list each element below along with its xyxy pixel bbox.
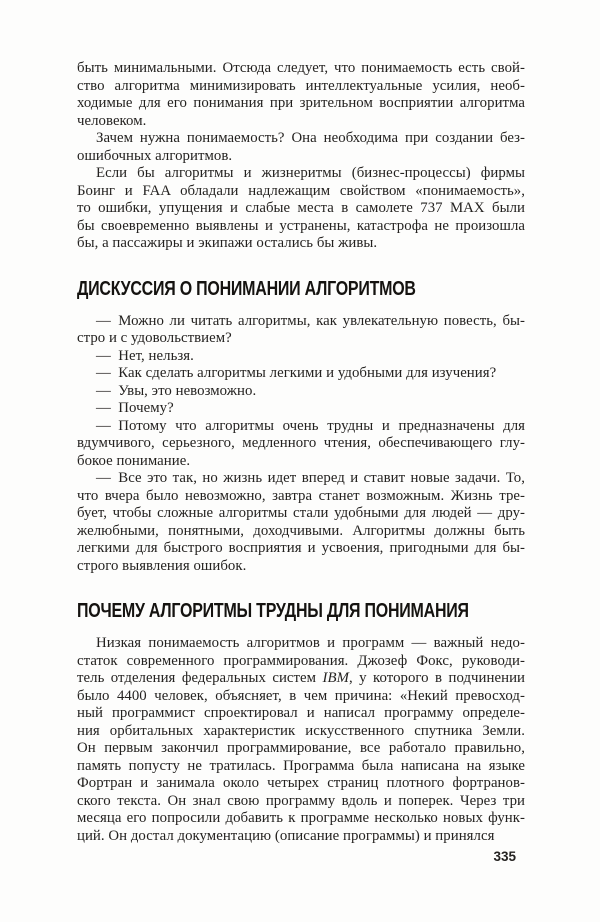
- text-line: память попусту не тратилась. Программа была написана на языке: [77, 757, 525, 774]
- text-line: — Все это так, но жизнь идет вперед и ставит новые задачи. То,: [96, 470, 525, 486]
- paragraph: [77, 165, 525, 253]
- paragraph: [77, 348, 525, 366]
- paragraph: [77, 470, 525, 575]
- text-line: вдумчивого, серьезного, медленного чтения, обеспечивающего глу-: [77, 435, 525, 451]
- text-line: бокое понимание.: [77, 452, 191, 469]
- text-line: Если бы алгоритмы и жизнеритмы (бизнес-процессы) фирмы: [96, 165, 525, 181]
- text-line: Фортран и занимала около четырех страниц плотного фортранов-: [77, 775, 525, 791]
- text-line: — Нет, нельзя.: [96, 347, 194, 364]
- text-line: то ошибки, упущения и слабые места в самолете 737 MAX были: [77, 200, 525, 216]
- text-line: статок современного программирования. Джозеф Фокс, руководи-: [77, 652, 525, 669]
- section-heading-text: ДИСКУССИЯ О ПОНИМАНИИ АЛГОРИТМОВ: [77, 276, 416, 300]
- section-heading: [77, 601, 525, 621]
- paragraph: [77, 635, 525, 845]
- text-line: ошибочных алгоритмов.: [77, 147, 233, 164]
- text-line: стро и с удовольствием?: [77, 330, 232, 346]
- section-heading: [77, 276, 525, 300]
- text-line: — Увы, это невозможно.: [96, 382, 257, 399]
- text-line: тель отделения федеральных систем IBM, у которого в подчинении: [77, 670, 526, 686]
- text-line: быть минимальными. Отсюда следует, что понимаемость есть свой-: [77, 60, 525, 76]
- text-line: легкими для быстрого восприятия и усвоения, пригодными для бы-: [77, 540, 525, 556]
- paragraph: [77, 418, 525, 471]
- text-line: Низкая понимаемость алгоритмов и программ — важный недо-: [96, 635, 525, 651]
- paragraph: [77, 60, 525, 130]
- text-line: ный программист спроектировал и написал программу определе-: [77, 705, 525, 721]
- paragraph: [77, 400, 525, 418]
- text-line: — Как сделать алгоритмы легкими и удобными для изучения?: [96, 365, 497, 381]
- text-line: ходимые для его понимания при зрительном восприятии алгоритма: [77, 95, 525, 111]
- page-number: 335: [493, 849, 516, 864]
- text-line: ций. Он достал документацию (описание программы) и принялся: [77, 827, 495, 844]
- paragraph: [77, 130, 525, 165]
- text-line: строго выявления ошибок.: [77, 557, 247, 574]
- text-line: желюбными, понятными, доходчивыми. Алгоритмы должны быть: [77, 522, 525, 539]
- text-line: бы, а пассажиры и экипажи остались бы живы.: [77, 235, 378, 251]
- italic-text: IBM: [322, 670, 349, 686]
- text-line: — Потому что алгоритмы очень трудны и предназначены для: [96, 417, 525, 434]
- text-line: Боинг и FAA обладали надлежащим свойством «понимаемость»,: [77, 182, 525, 199]
- text-line: было 4400 человек, объясняет, в чем причина: «Некий превосход-: [77, 687, 525, 704]
- text-line: ния орбитальных характеристик искусственного спутника Земли.: [77, 722, 525, 739]
- text-line: месяца его попросили добавить к программе несколько новых функ-: [77, 810, 525, 826]
- text-line: Он первым закончил программирование, все работало правильно,: [77, 740, 525, 756]
- text-line: бует, чтобы сложные алгоритмы стали удобными для людей — дру-: [77, 505, 525, 521]
- text-line: Зачем нужна понимаемость? Она необходима при создании без-: [96, 130, 525, 146]
- section-heading-text: ПОЧЕМУ АЛГОРИТМЫ ТРУДНЫ ДЛЯ ПОНИМАНИЯ: [77, 599, 469, 622]
- text-line: что вчера было невозможно, завтра станет возможным. Жизнь тре-: [77, 487, 525, 504]
- text-line: — Можно ли читать алгоритмы, как увлекательную повесть, бы-: [96, 312, 525, 329]
- paragraph: [77, 383, 525, 401]
- paragraph: [77, 313, 525, 348]
- text-line: бы своевременно выявлены и устранены, катастрофа не произошла: [77, 217, 525, 234]
- text-line: — Почему?: [96, 400, 174, 416]
- paragraph: [77, 365, 525, 383]
- text-line: человеком.: [77, 112, 147, 129]
- text-line: ского текста. Он знал свою программу вдоль и поперек. Через три: [77, 792, 525, 809]
- text-line: ство алгоритма минимизировать интеллектуальные усилия, необ-: [77, 77, 525, 94]
- page-content: [77, 60, 525, 845]
